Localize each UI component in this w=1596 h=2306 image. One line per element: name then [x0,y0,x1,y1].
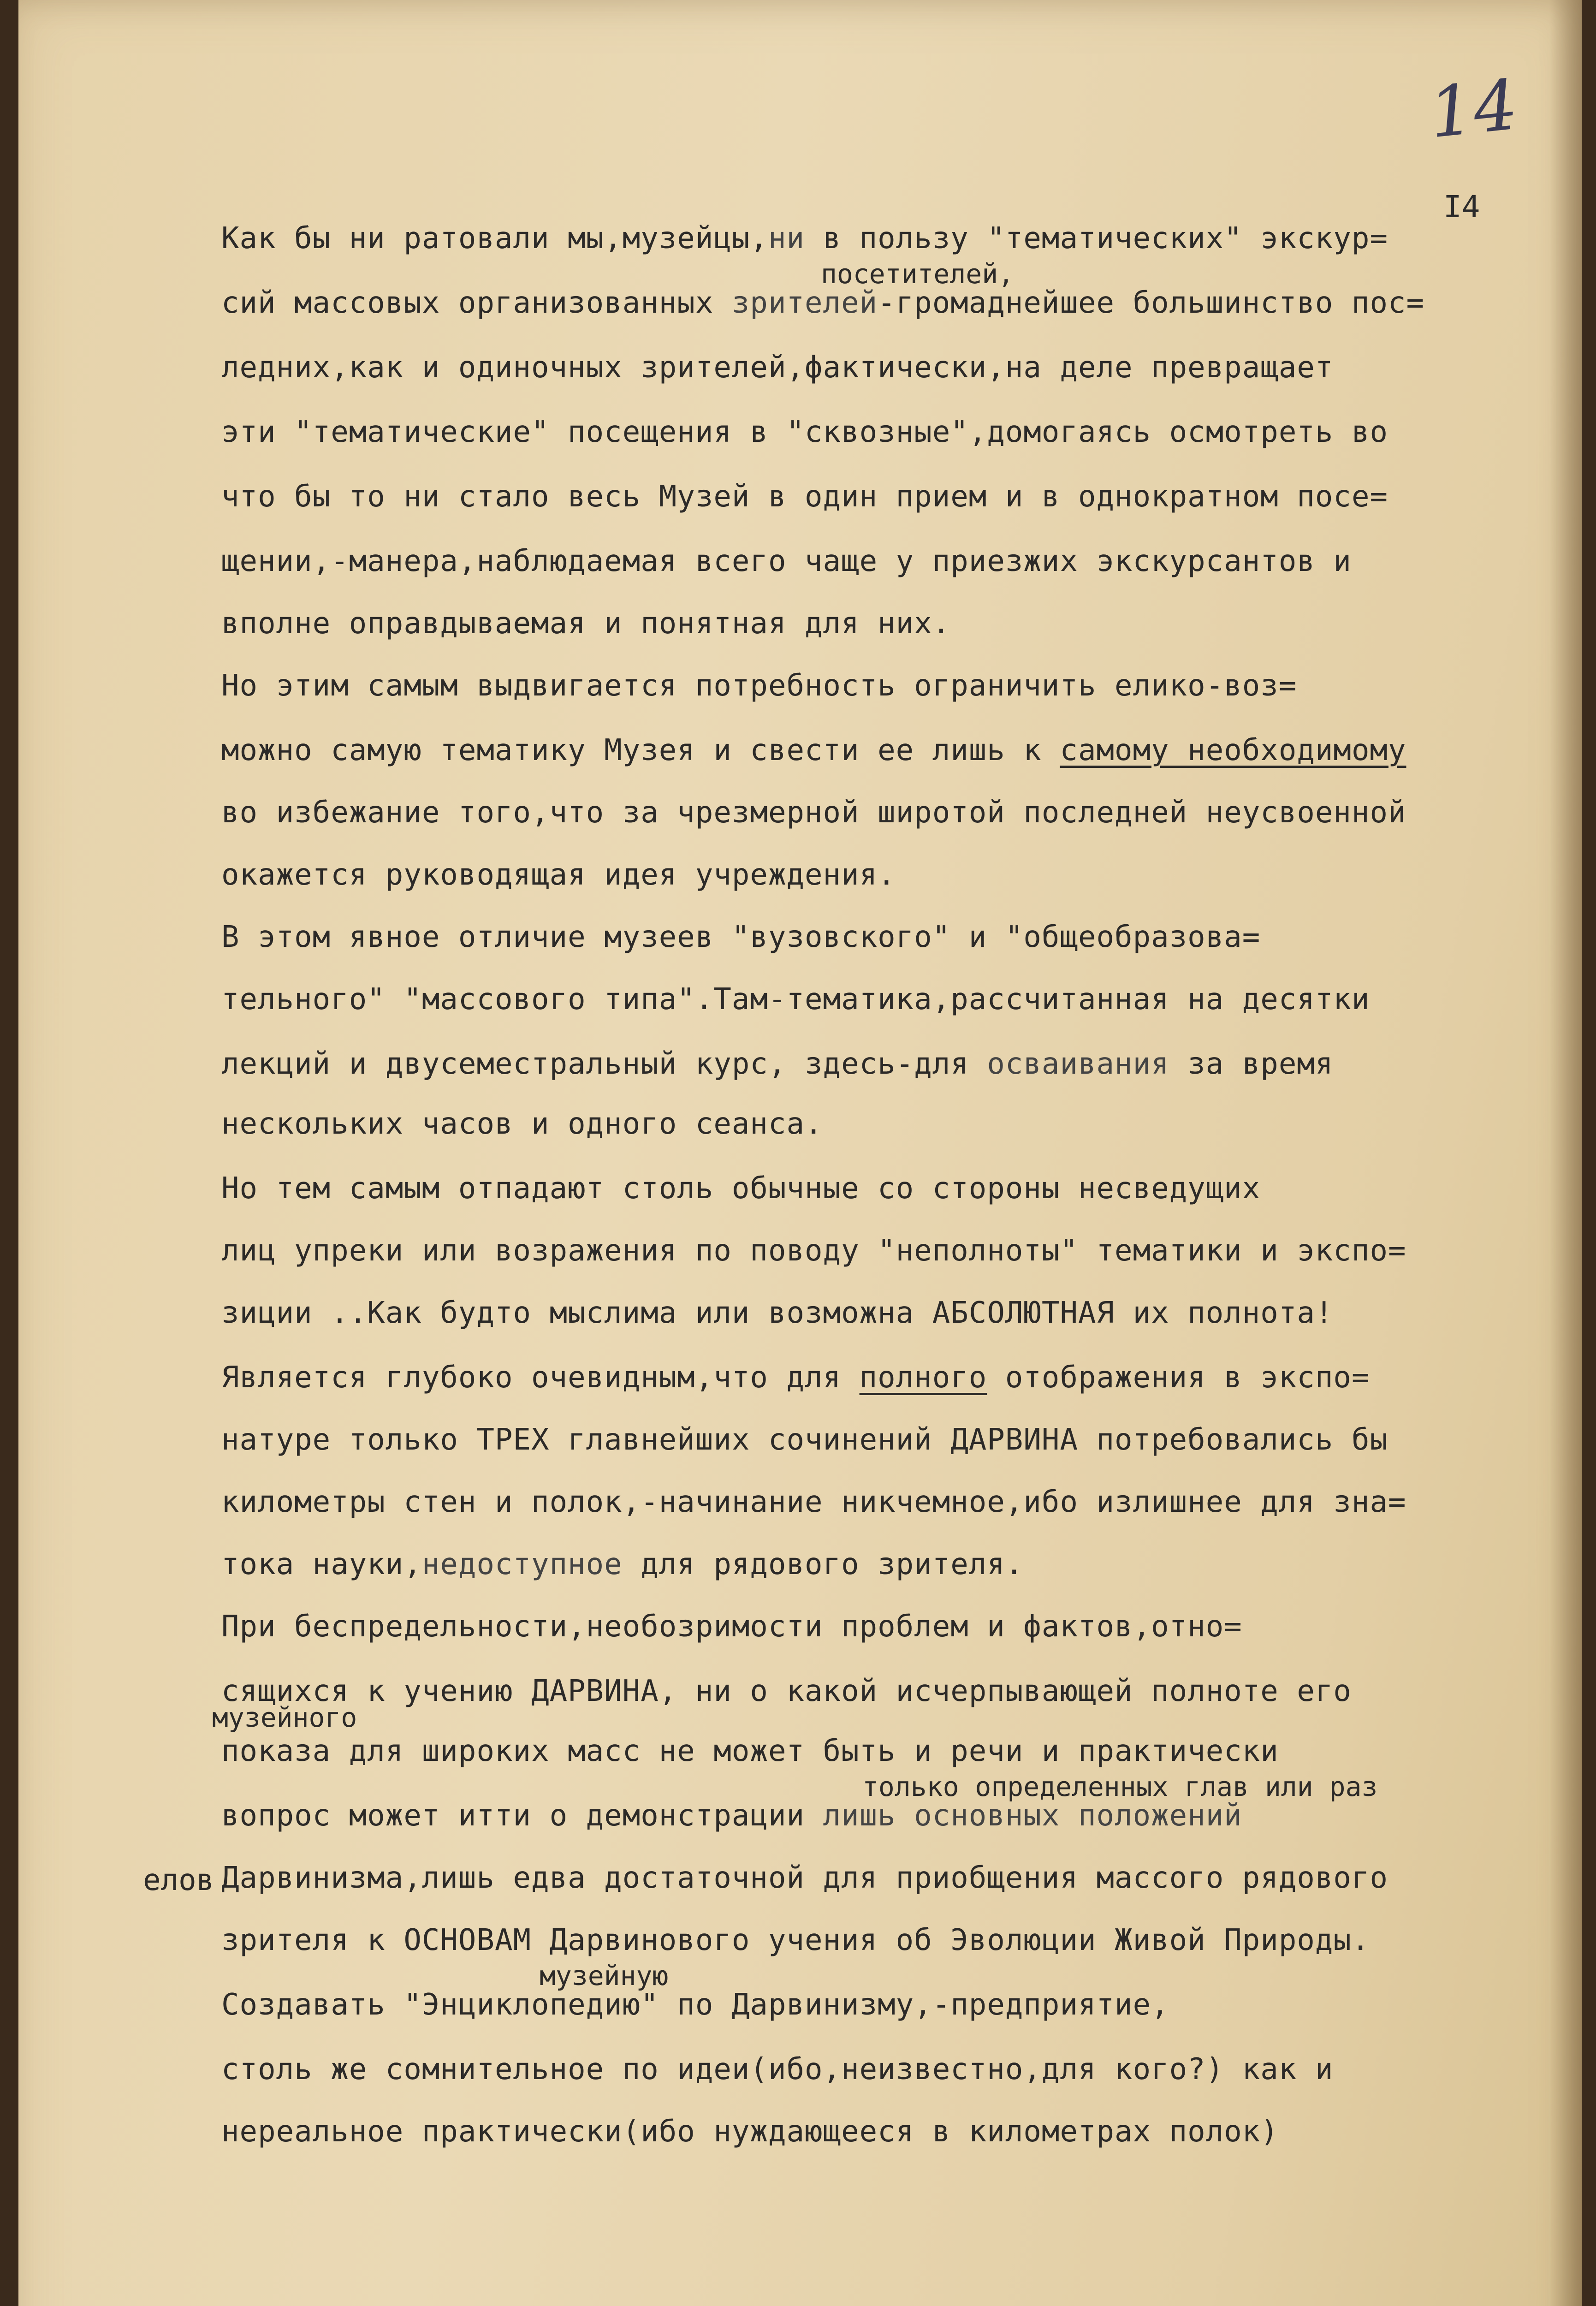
line-text: сий массовых организованных [221,286,732,320]
text-line [221,2052,1333,2086]
text-line [221,286,1424,320]
line-text: Но этим самым выдвигается потребность ограничить елико-воз= [221,669,1297,703]
line-text-continued: отображения в экспо= [987,1361,1370,1395]
text-line [221,1047,1333,1081]
overtyped-text: ни [768,221,805,256]
underlined-text: самому необходимому [1060,733,1406,767]
line-text: Создавать "Энциклопедию" по Дарвинизму,-предприятие, [221,1988,1169,2022]
line-text: лиц упреки или возражения по поводу "неполноты" тематики и экспо= [221,1234,1406,1268]
line-text: что бы то ни стало весь Музей в один прием и в однократном посе= [221,480,1388,514]
line-text: натуре только ТРЕХ главнейших сочинений ДАРВИНА потребовались бы [221,1423,1388,1457]
margin-text: елов [143,1863,214,1897]
line-text: Как бы ни ратовали мы,музейцы, [221,221,768,256]
line-text: во избежание того,что за чрезмерной широтой последней неусвоенной [221,796,1406,830]
text-line [221,1107,823,1141]
text-line [221,1547,1023,1581]
line-text: показа для широких масс не может быть и речи и практически [221,1734,1279,1768]
text-line [221,415,1388,449]
text-line [221,1923,1370,1957]
text-line [221,1988,1169,2022]
text-line [221,480,1388,514]
text-line [221,544,1352,578]
line-text: Но тем самым отпадают столь обычные со стороны несведущих [221,1171,1261,1206]
line-text: При беспредельности,необозримости проблем и фактов,отно= [221,1610,1242,1644]
text-line [221,920,1260,954]
text-line [221,1296,1333,1330]
text-line [221,351,1333,385]
line-text: нескольких часов и одного сеанса. [221,1107,823,1141]
text-line [221,1485,1406,1519]
text-line [221,1171,1260,1206]
text-line [221,982,1370,1016]
overtyped-text: осваивания [987,1047,1169,1081]
text-line [221,1361,1370,1395]
line-text: Дарвинизма,лишь едва достаточной для приобщения массого рядового [221,1861,1388,1895]
text-line [221,606,950,641]
text-line [221,858,896,892]
overtyped-text: зрителей [731,286,878,320]
text-line [221,1861,1388,1895]
line-text: зрителя к ОСНОВАМ Дарвинового учения об Эволюции Живой Природы. [221,1923,1370,1957]
text-line [221,221,1388,256]
text-line [221,1799,1242,1833]
text-line [221,733,1406,767]
page-edge-shadow [1549,0,1582,2306]
insertion-posetiteley: посетителей, [821,258,1015,290]
text-line [221,796,1406,830]
line-text: щении,-манера,наблюдаемая всего чаще у приезжих экскурсантов и [221,544,1352,578]
line-text-continued: для рядового зрителя. [622,1547,1024,1581]
text-line [221,1234,1406,1268]
line-text: нереальное практически(ибо нуждающееся в километрах полок) [221,2115,1279,2149]
line-text: лекций и двусеместральный курс, здесь-для [221,1047,987,1081]
line-text: эти "тематические" посещения в "сквозные",домогаясь осмотреть во [221,415,1388,449]
document-page [18,0,1582,2306]
line-text: можно самую тематику Музея и свести ее лишь к [221,733,1060,767]
line-text: окажется руководящая идея учреждения. [221,858,896,892]
line-text: сящихся к учению ДАРВИНА, ни о какой исчерпывающей полноте его [221,1674,1352,1708]
overtyped-text: лишь основных положений [823,1799,1242,1833]
line-text: вопрос может итти о демонстрации [221,1799,823,1833]
underlined-text: полного [859,1361,987,1395]
text-line [221,1423,1388,1457]
text-line [221,2115,1279,2149]
line-text: тельного" "массового типа".Там-тематика,рассчитанная на десятки [221,982,1370,1016]
line-text-continued: в пользу "тематических" экскур= [805,221,1388,256]
overtyped-text: недоступное [421,1547,623,1581]
line-text: тока науки, [221,1547,422,1581]
line-text: Является глубоко очевидным,что для [221,1361,860,1395]
line-text: вполне оправдываемая и понятная для них. [221,606,951,641]
text-line [221,669,1297,703]
line-text: столь же сомнительное по идеи(ибо,неизвестно,для кого?) как и [221,2052,1334,2086]
text-line [221,1674,1352,1708]
line-text: зиции ..Как будто мыслима или возможна АБСОЛЮТНАЯ их полнота! [221,1296,1334,1330]
handwritten-folio-number: 14 [1425,65,1522,154]
insertion-muzeynuyu: музейную [540,1960,669,1991]
line-text-continued: -громаднейшее большинство пос= [878,286,1425,320]
text-line [221,1734,1279,1768]
line-text: ледних,как и одиночных зрителей,фактически,на деле превращает [221,351,1334,385]
line-text-continued: за время [1169,1047,1334,1081]
insertion-tolko: только определенных глав или раз [862,1771,1378,1802]
line-text: километры стен и полок,-начинание никчемное,ибо излишнее для зна= [221,1485,1406,1519]
typed-page-number: I4 [1443,189,1480,225]
line-text: В этом явное отличие музеев "вузовского" и "общеобразова= [221,920,1261,954]
insertion-muzeynogo: музейного [212,1702,357,1733]
text-line [221,1610,1242,1644]
